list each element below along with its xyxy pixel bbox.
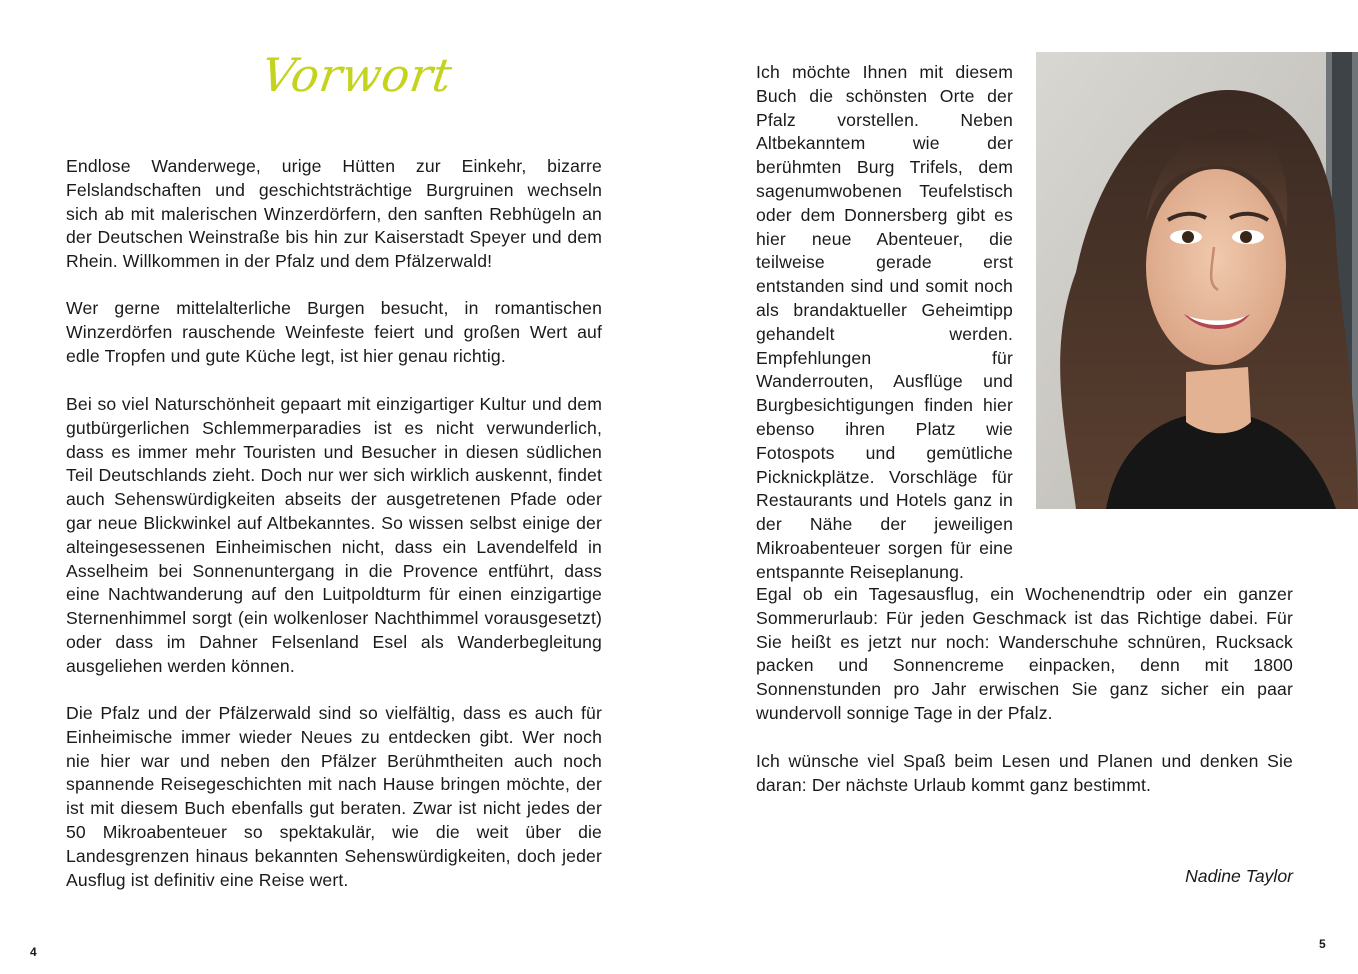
paragraph-3: Bei so viel Naturschönheit gepaart mit einzigartiger Kultur und dem gutbürgerlichen Schlemmerparadies ist es nicht verwunderlich, dass es immer mehr Touristen und Besucher in diesen südlichen Teil Deutschlands zieht. Doch nur wer sich wirklich auskennt, findet auch Sehenswürdigkeiten abseits der ausgetretenen Pfade oder gar neue Blickwinkel auf Altbekanntes. So wissen selbst einige der alteingesessenen Einheimischen nicht, dass ein Lavendelfeld in Asselheim bei Sonnenuntergang in die Provence entführt, dass eine Nachtwanderung auf den Luitpoldturm für einen einzigartige Sternenhimmel sorgt (ein wolkenloser Nachthimmel vorausgesetzt) oder dass im Dahner Felsenland Esel als Wanderbegleitung ausgeliehen werden können. [66, 394, 602, 676]
paragraph-2: Wer gerne mittelalterliche Burgen besucht, in romantischen Winzerdörfen rauschende Weinfeste feiert und großen Wert auf edle Tropfen und gute Küche legt, ist hier genau richtig. [66, 298, 602, 366]
paragraph-6: Egal ob ein Tagesausflug, ein Wochenendtrip oder ein ganzer Sommerurlaub: Für jeden Geschmack ist das Richtige dabei. Für Sie heißt es jetzt nur noch: Wanderschuhe schnüren, Rucksack packen und Sonnencreme einpacken, denn mit 1800 Sonnenstunden pro Jahr erwischen Sie ganz sicher ein paar wundervoll sonnige Tage in der Pfalz. [756, 584, 1293, 723]
page-number-right: 5 [1319, 937, 1326, 951]
right-page [679, 0, 1358, 974]
page-title: Vorwort [258, 48, 456, 102]
paragraph-1: Endlose Wanderwege, urige Hütten zur Einkehr, bizarre Felslandschaften und geschichtsträchtige Burgruinen wechseln sich ab mit malerischen Winzerdörfern, den sanften Rebhügeln an der Deutschen Weinstraße bis hin zur Kaiserstadt Speyer und dem Rhein. Willkommen in der Pfalz und dem Pfälzerwald! [66, 156, 602, 272]
author-signature: Nadine Taylor [1185, 866, 1293, 886]
intro-paragraph: Ich möchte Ihnen mit diesem Buch die schönsten Orte der Pfalz vorstellen. Neben Altbekanntem wie der berühmten Burg Trifels, dem sagenumwobenen Teufelstisch oder dem Donnersberg gibt es hier neue Abenteuer, die teilweise gerade erst entstanden sind und somit noch als brandaktueller Geheimtipp gehandelt werden. Empfehlungen für Wanderrouten, Ausflüge und Burgbesichtigungen finden hier ebenso ihren Platz wie Fotospots und gemütliche Picknickplätze. Vorschläge für Restaurants und Hotels ganz in der Nähe der jeweiligen Mikroabenteuer sorgen für eine entspannte Reiseplanung. [756, 62, 1013, 582]
author-portrait-photo [1036, 52, 1358, 509]
page-number-left: 4 [30, 945, 37, 959]
paragraph-4: Die Pfalz und der Pfälzerwald sind so vielfältig, dass es auch für Einheimische immer wieder Neues zu entdecken gibt. Wer noch nie hier war und neben den Pfälzer Berühmtheiten auch noch spannende Reisegeschichten mit nach Hause bringen möchte, der ist mit diesem Buch ebenfalls gut beraten. Zwar ist nicht jedes der 50 Mikroabenteuer so spektakulär, wie die weit über die Landesgrenzen hinaus bekannten Sehenswürdigkeiten, doch jeder Ausflug ist definitiv eine Reise wert. [66, 703, 602, 890]
paragraph-7: Ich wünsche viel Spaß beim Lesen und Planen und denken Sie daran: Der nächste Urlaub kommt ganz bestimmt. [756, 751, 1293, 795]
